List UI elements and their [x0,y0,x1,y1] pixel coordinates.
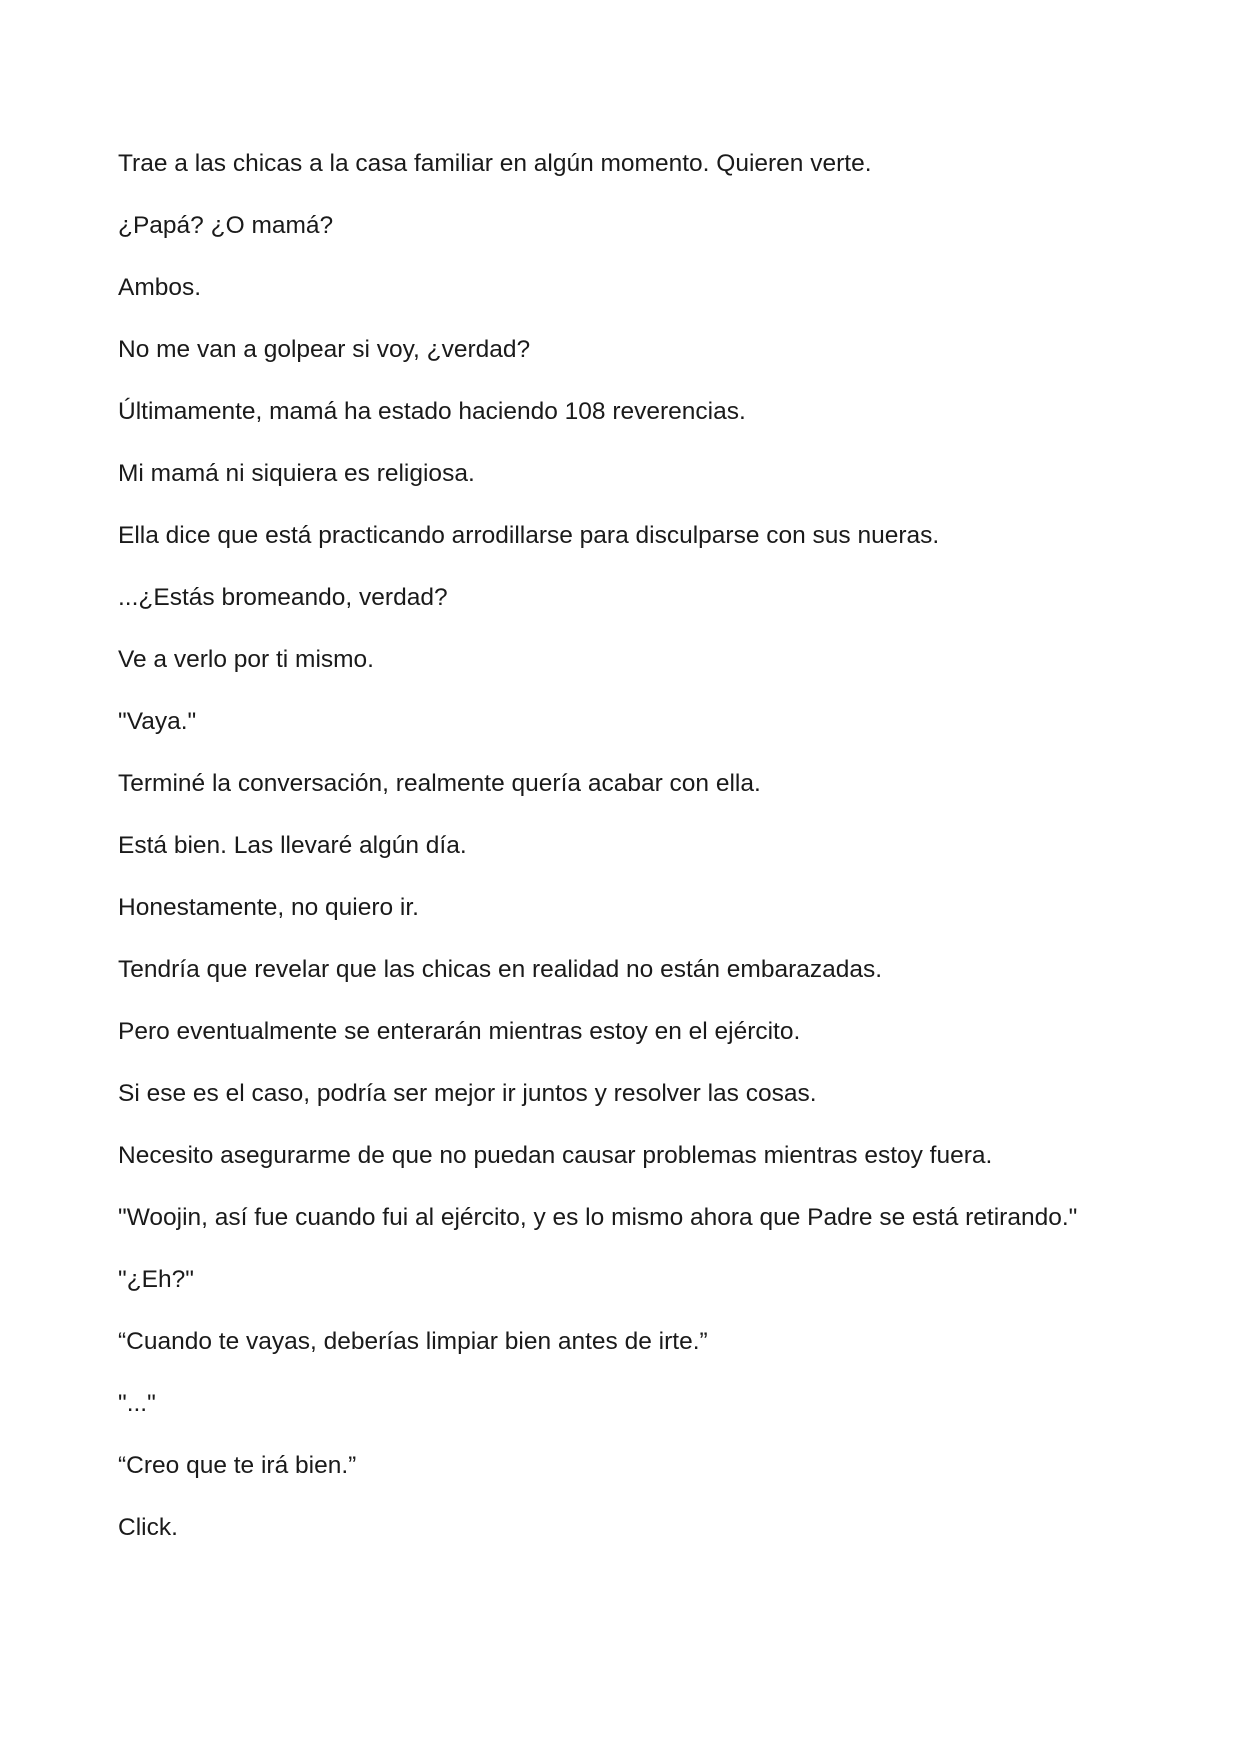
paragraph: Ambos. [118,274,202,301]
paragraph: Ve a verlo por ti mismo. [118,646,374,673]
paragraph: ¿Papá? ¿O mamá? [118,212,334,239]
paragraph: Ella dice que está practicando arrodillarse para disculparse con sus nueras. [118,522,940,549]
paragraph: "Woojin, así fue cuando fui al ejército, y es lo mismo ahora que Padre se está retirando." [118,1204,1078,1231]
paragraph: Click. [118,1514,178,1541]
paragraph: Terminé la conversación, realmente quería acabar con ella. [118,770,761,797]
paragraph: ...¿Estás bromeando, verdad? [118,584,448,611]
paragraph: Últimamente, mamá ha estado haciendo 108 reverencias. [118,398,746,425]
paragraph: Mi mamá ni siquiera es religiosa. [118,460,475,487]
paragraph: “Creo que te irá bien.” [118,1452,357,1479]
paragraph: No me van a golpear si voy, ¿verdad? [118,336,531,363]
paragraph: Necesito asegurarme de que no puedan causar problemas mientras estoy fuera. [118,1142,993,1169]
paragraph: Trae a las chicas a la casa familiar en algún momento. Quieren verte. [118,150,872,177]
paragraph: Tendría que revelar que las chicas en realidad no están embarazadas. [118,956,883,983]
paragraph: "¿Eh?" [118,1266,194,1293]
document-body [118,148,1118,1574]
paragraph: "..." [118,1390,156,1417]
paragraph: Si ese es el caso, podría ser mejor ir juntos y resolver las cosas. [118,1080,817,1107]
paragraph: “Cuando te vayas, deberías limpiar bien antes de irte.” [118,1328,708,1355]
paragraph: Honestamente, no quiero ir. [118,894,419,921]
paragraph: Pero eventualmente se enterarán mientras estoy en el ejército. [118,1018,801,1045]
paragraph: Está bien. Las llevaré algún día. [118,832,467,859]
paragraph: "Vaya." [118,708,197,735]
